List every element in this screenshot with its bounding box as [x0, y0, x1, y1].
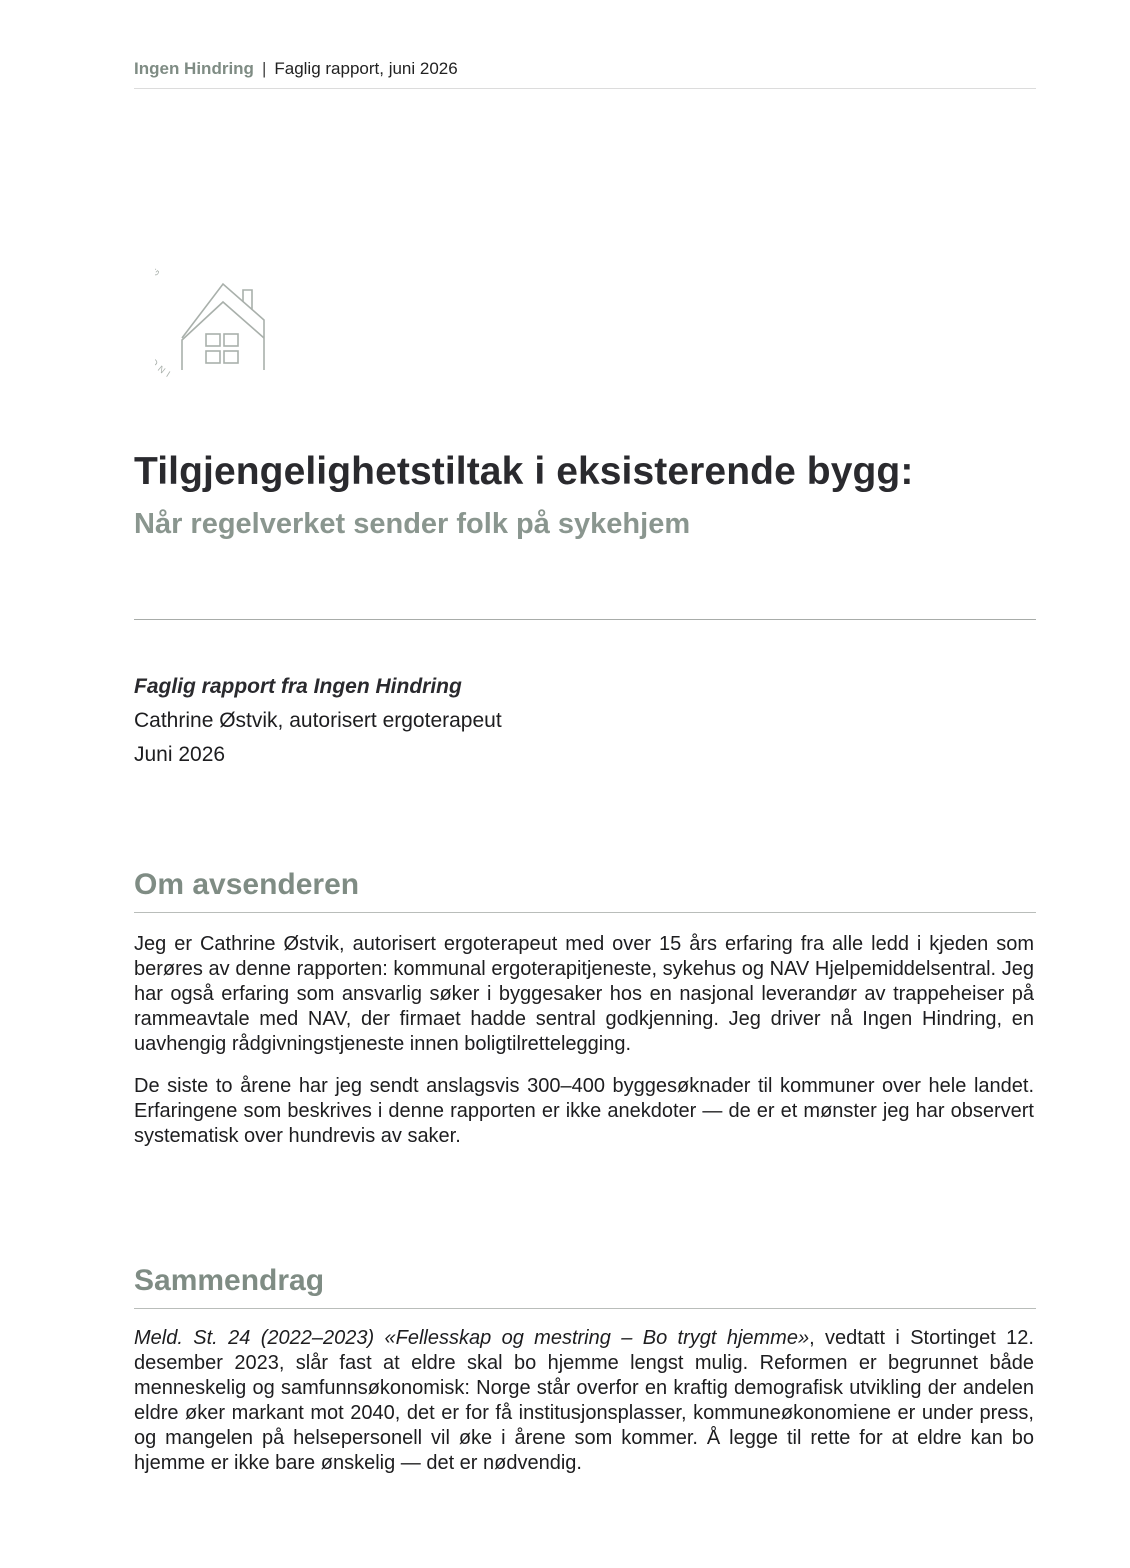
document-title: Tilgjengelighetstiltak i eksisterende bygg: [134, 450, 914, 493]
section-heading-summary: Sammendrag [134, 1264, 325, 1297]
ingen-hindring-logo [155, 250, 275, 380]
report-citation: Meld. St. 24 (2022–2023) «Fellesskap og mestring – Bo trygt hjemme» [134, 1327, 810, 1349]
running-header [134, 59, 1036, 79]
summary-paragraph-1 [134, 1326, 1034, 1476]
report-author: Cathrine Østvik, autorisert ergoterapeut [134, 709, 502, 732]
section-divider-about [134, 912, 1036, 913]
header-report-label: Faglig rapport, juni 2026 [274, 59, 458, 78]
report-source: Faglig rapport fra Ingen Hindring [134, 675, 462, 698]
logo-text: I [161, 367, 173, 379]
about-paragraph-2: De siste to årene har jeg sendt anslagsvis 300–400 byggesøknader til kommuner over hele landet. Erfaringene som beskrives i denne rapporten er ikke anekdoter — de er et mønster jeg har observert systematisk over hundrevis av saker. [134, 1075, 1034, 1147]
report-date: Juni 2026 [134, 743, 226, 766]
summary-text: , vedtatt i Stortinget 12. desember 2023, slår fast at eldre skal bo hjemme lengst mulig. Reformen er begrunnet både menneskelig og samfunnsøkonomisk: Norge står overfor en kraftig demografisk utvikling der andelen eldre øker markant mot 2040, det er for få institusjonsplasser, kommuneøkonomiene er under press, og mangelen på helsepersonell vil øke i årene som kommer. Å legge til rette for at eldre kan bo hjemme er ikke bare ønskelig — det er nødvendig. [134, 1327, 1034, 1474]
about-paragraph-1: Jeg er Cathrine Østvik, autorisert ergoterapeut med over 15 års erfaring fra alle ledd i kjeden som berøres av denne rapporten: kommunal ergoterapitjeneste, sykehus og NAV Hjelpemiddelsentral. Jeg har også erfaring som ansvarlig søker i byggesaker hos en nasjonal leverandør av trappeheiser på rammeavtale med NAV, der firmaet hadde sentral godkjenning. Jeg driver nå Ingen Hindring, en uavhengig rådgivningstjeneste innen boligtilrettelegging. [134, 933, 1034, 1055]
document-subtitle: Når regelverket sender folk på sykehjem [134, 508, 691, 540]
title-divider [134, 619, 1036, 620]
house-icon [155, 250, 275, 380]
report-meta [134, 670, 502, 772]
section-heading-about: Om avsenderen [134, 868, 360, 901]
header-separator: | [261, 59, 267, 78]
header-divider [134, 88, 1036, 89]
header-brand: Ingen Hindring [134, 59, 254, 78]
section-divider-summary [134, 1308, 1036, 1309]
svg-text:INGEN HINDRING [155, 264, 172, 379]
